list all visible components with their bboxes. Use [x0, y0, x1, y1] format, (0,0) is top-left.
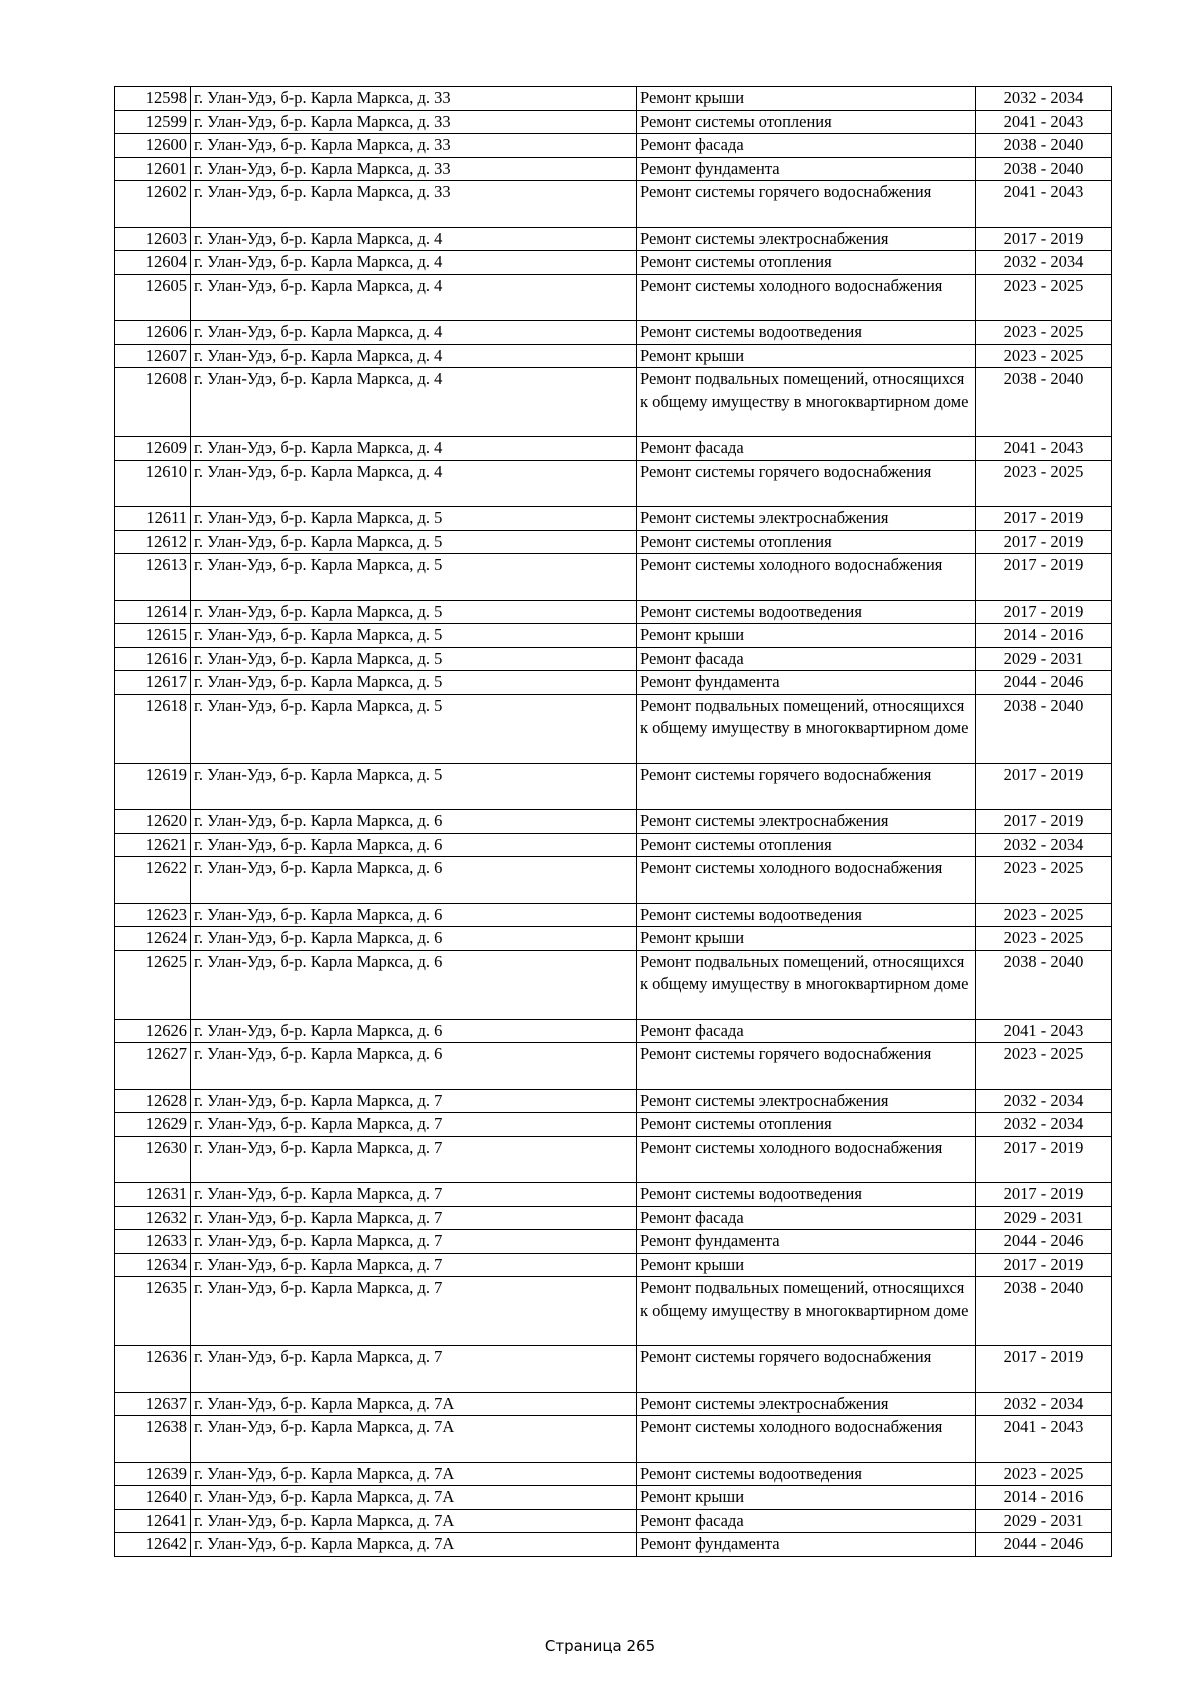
- address-cell: г. Улан-Удэ, б-р. Карла Маркса, д. 6: [191, 833, 637, 857]
- period-cell: 2017 - 2019: [976, 507, 1112, 531]
- work-type-cell: Ремонт системы холодного водоснабжения: [637, 554, 976, 601]
- period-cell: 2023 - 2025: [976, 927, 1112, 951]
- table-row: [115, 694, 1112, 763]
- row-number-cell: 12604: [115, 251, 191, 275]
- table-row: [115, 1533, 1112, 1557]
- address-cell: г. Улан-Удэ, б-р. Карла Маркса, д. 5: [191, 671, 637, 695]
- table-row: [115, 507, 1112, 531]
- period-cell: 2023 - 2025: [976, 857, 1112, 904]
- table-row: [115, 321, 1112, 345]
- work-type-cell: Ремонт системы водоотведения: [637, 321, 976, 345]
- row-number-cell: 12608: [115, 368, 191, 437]
- table-row: [115, 437, 1112, 461]
- table-row: [115, 927, 1112, 951]
- work-type-cell: Ремонт системы горячего водоснабжения: [637, 763, 976, 810]
- work-type-cell: Ремонт системы электроснабжения: [637, 810, 976, 834]
- row-number-cell: 12641: [115, 1509, 191, 1533]
- row-number-cell: 12603: [115, 227, 191, 251]
- work-type-cell: Ремонт подвальных помещений, относящихся к общему имуществу в многоквартирном доме: [637, 694, 976, 763]
- work-type-cell: Ремонт фасада: [637, 647, 976, 671]
- work-type-cell: Ремонт фасада: [637, 1019, 976, 1043]
- work-type-cell: Ремонт фасада: [637, 1509, 976, 1533]
- period-cell: 2029 - 2031: [976, 1206, 1112, 1230]
- period-cell: 2044 - 2046: [976, 671, 1112, 695]
- address-cell: г. Улан-Удэ, б-р. Карла Маркса, д. 7: [191, 1253, 637, 1277]
- row-number-cell: 12610: [115, 460, 191, 507]
- period-cell: 2023 - 2025: [976, 344, 1112, 368]
- table-row: [115, 1230, 1112, 1254]
- table-row: [115, 227, 1112, 251]
- table-row: [115, 1089, 1112, 1113]
- work-type-cell: Ремонт фасада: [637, 437, 976, 461]
- period-cell: 2017 - 2019: [976, 1183, 1112, 1207]
- row-number-cell: 12634: [115, 1253, 191, 1277]
- period-cell: 2032 - 2034: [976, 251, 1112, 275]
- address-cell: г. Улан-Удэ, б-р. Карла Маркса, д. 4: [191, 437, 637, 461]
- work-type-cell: Ремонт крыши: [637, 1253, 976, 1277]
- row-number-cell: 12624: [115, 927, 191, 951]
- address-cell: г. Улан-Удэ, б-р. Карла Маркса, д. 5: [191, 763, 637, 810]
- work-type-cell: Ремонт фундамента: [637, 1533, 976, 1557]
- address-cell: г. Улан-Удэ, б-р. Карла Маркса, д. 7А: [191, 1486, 637, 1510]
- table-row: [115, 1113, 1112, 1137]
- table-row: [115, 530, 1112, 554]
- period-cell: 2032 - 2034: [976, 1089, 1112, 1113]
- period-cell: 2023 - 2025: [976, 274, 1112, 321]
- period-cell: 2017 - 2019: [976, 554, 1112, 601]
- table-row: [115, 110, 1112, 134]
- address-cell: г. Улан-Удэ, б-р. Карла Маркса, д. 5: [191, 507, 637, 531]
- period-cell: 2032 - 2034: [976, 1392, 1112, 1416]
- address-cell: г. Улан-Удэ, б-р. Карла Маркса, д. 33: [191, 134, 637, 158]
- work-type-cell: Ремонт системы отопления: [637, 251, 976, 275]
- address-cell: г. Улан-Удэ, б-р. Карла Маркса, д. 7: [191, 1230, 637, 1254]
- table-row: [115, 274, 1112, 321]
- row-number-cell: 12605: [115, 274, 191, 321]
- period-cell: 2017 - 2019: [976, 530, 1112, 554]
- row-number-cell: 12609: [115, 437, 191, 461]
- work-type-cell: Ремонт системы отопления: [637, 1113, 976, 1137]
- table-row: [115, 554, 1112, 601]
- work-type-cell: Ремонт системы отопления: [637, 530, 976, 554]
- row-number-cell: 12640: [115, 1486, 191, 1510]
- period-cell: 2038 - 2040: [976, 1277, 1112, 1346]
- work-type-cell: Ремонт системы отопления: [637, 110, 976, 134]
- address-cell: г. Улан-Удэ, б-р. Карла Маркса, д. 6: [191, 903, 637, 927]
- table-row: [115, 181, 1112, 228]
- row-number-cell: 12618: [115, 694, 191, 763]
- row-number-cell: 12638: [115, 1416, 191, 1463]
- address-cell: г. Улан-Удэ, б-р. Карла Маркса, д. 6: [191, 927, 637, 951]
- work-type-cell: Ремонт системы водоотведения: [637, 903, 976, 927]
- row-number-cell: 12602: [115, 181, 191, 228]
- work-type-cell: Ремонт системы водоотведения: [637, 1183, 976, 1207]
- address-cell: г. Улан-Удэ, б-р. Карла Маркса, д. 7А: [191, 1533, 637, 1557]
- work-type-cell: Ремонт системы электроснабжения: [637, 1392, 976, 1416]
- address-cell: г. Улан-Удэ, б-р. Карла Маркса, д. 7А: [191, 1509, 637, 1533]
- period-cell: 2014 - 2016: [976, 1486, 1112, 1510]
- work-type-cell: Ремонт системы горячего водоснабжения: [637, 460, 976, 507]
- period-cell: 2038 - 2040: [976, 157, 1112, 181]
- period-cell: 2023 - 2025: [976, 1043, 1112, 1090]
- table-row: [115, 134, 1112, 158]
- period-cell: 2038 - 2040: [976, 694, 1112, 763]
- row-number-cell: 12600: [115, 134, 191, 158]
- table-body: [115, 87, 1112, 1557]
- address-cell: г. Улан-Удэ, б-р. Карла Маркса, д. 7А: [191, 1462, 637, 1486]
- row-number-cell: 12613: [115, 554, 191, 601]
- period-cell: 2038 - 2040: [976, 134, 1112, 158]
- table-row: [115, 624, 1112, 648]
- row-number-cell: 12630: [115, 1136, 191, 1183]
- work-type-cell: Ремонт системы электроснабжения: [637, 507, 976, 531]
- row-number-cell: 12629: [115, 1113, 191, 1137]
- row-number-cell: 12598: [115, 87, 191, 111]
- work-type-cell: Ремонт системы отопления: [637, 833, 976, 857]
- row-number-cell: 12637: [115, 1392, 191, 1416]
- address-cell: г. Улан-Удэ, б-р. Карла Маркса, д. 6: [191, 950, 637, 1019]
- row-number-cell: 12615: [115, 624, 191, 648]
- row-number-cell: 12612: [115, 530, 191, 554]
- period-cell: 2023 - 2025: [976, 903, 1112, 927]
- address-cell: г. Улан-Удэ, б-р. Карла Маркса, д. 5: [191, 554, 637, 601]
- table-row: [115, 1253, 1112, 1277]
- table-row: [115, 810, 1112, 834]
- table-row: [115, 1392, 1112, 1416]
- row-number-cell: 12635: [115, 1277, 191, 1346]
- period-cell: 2038 - 2040: [976, 950, 1112, 1019]
- work-type-cell: Ремонт системы холодного водоснабжения: [637, 1136, 976, 1183]
- period-cell: 2017 - 2019: [976, 763, 1112, 810]
- work-type-cell: Ремонт фундамента: [637, 671, 976, 695]
- work-type-cell: Ремонт системы электроснабжения: [637, 1089, 976, 1113]
- address-cell: г. Улан-Удэ, б-р. Карла Маркса, д. 33: [191, 157, 637, 181]
- work-type-cell: Ремонт системы холодного водоснабжения: [637, 1416, 976, 1463]
- period-cell: 2017 - 2019: [976, 600, 1112, 624]
- table-row: [115, 1509, 1112, 1533]
- period-cell: 2032 - 2034: [976, 833, 1112, 857]
- period-cell: 2038 - 2040: [976, 368, 1112, 437]
- address-cell: г. Улан-Удэ, б-р. Карла Маркса, д. 4: [191, 460, 637, 507]
- address-cell: г. Улан-Удэ, б-р. Карла Маркса, д. 7: [191, 1206, 637, 1230]
- table-row: [115, 1486, 1112, 1510]
- address-cell: г. Улан-Удэ, б-р. Карла Маркса, д. 5: [191, 600, 637, 624]
- table-row: [115, 833, 1112, 857]
- row-number-cell: 12633: [115, 1230, 191, 1254]
- table-row: [115, 671, 1112, 695]
- address-cell: г. Улан-Удэ, б-р. Карла Маркса, д. 4: [191, 251, 637, 275]
- row-number-cell: 12622: [115, 857, 191, 904]
- period-cell: 2029 - 2031: [976, 1509, 1112, 1533]
- work-type-cell: Ремонт системы водоотведения: [637, 1462, 976, 1486]
- row-number-cell: 12639: [115, 1462, 191, 1486]
- work-type-cell: Ремонт системы электроснабжения: [637, 227, 976, 251]
- period-cell: 2017 - 2019: [976, 1346, 1112, 1393]
- row-number-cell: 12642: [115, 1533, 191, 1557]
- address-cell: г. Улан-Удэ, б-р. Карла Маркса, д. 4: [191, 344, 637, 368]
- table-row: [115, 1462, 1112, 1486]
- address-cell: г. Улан-Удэ, б-р. Карла Маркса, д. 7: [191, 1183, 637, 1207]
- work-type-cell: Ремонт системы холодного водоснабжения: [637, 857, 976, 904]
- period-cell: 2041 - 2043: [976, 437, 1112, 461]
- row-number-cell: 12627: [115, 1043, 191, 1090]
- table-row: [115, 1019, 1112, 1043]
- period-cell: 2041 - 2043: [976, 110, 1112, 134]
- row-number-cell: 12636: [115, 1346, 191, 1393]
- period-cell: 2017 - 2019: [976, 810, 1112, 834]
- table-row: [115, 344, 1112, 368]
- work-type-cell: Ремонт крыши: [637, 1486, 976, 1510]
- work-type-cell: Ремонт крыши: [637, 927, 976, 951]
- work-type-cell: Ремонт подвальных помещений, относящихся к общему имуществу в многоквартирном доме: [637, 950, 976, 1019]
- address-cell: г. Улан-Удэ, б-р. Карла Маркса, д. 4: [191, 274, 637, 321]
- table-row: [115, 368, 1112, 437]
- address-cell: г. Улан-Удэ, б-р. Карла Маркса, д. 5: [191, 530, 637, 554]
- row-number-cell: 12632: [115, 1206, 191, 1230]
- row-number-cell: 12607: [115, 344, 191, 368]
- address-cell: г. Улан-Удэ, б-р. Карла Маркса, д. 5: [191, 647, 637, 671]
- address-cell: г. Улан-Удэ, б-р. Карла Маркса, д. 5: [191, 624, 637, 648]
- period-cell: 2017 - 2019: [976, 1253, 1112, 1277]
- work-type-cell: Ремонт фундамента: [637, 157, 976, 181]
- work-type-cell: Ремонт системы водоотведения: [637, 600, 976, 624]
- work-type-cell: Ремонт фундамента: [637, 1230, 976, 1254]
- period-cell: 2044 - 2046: [976, 1230, 1112, 1254]
- row-number-cell: 12620: [115, 810, 191, 834]
- period-cell: 2023 - 2025: [976, 321, 1112, 345]
- row-number-cell: 12631: [115, 1183, 191, 1207]
- address-cell: г. Улан-Удэ, б-р. Карла Маркса, д. 7А: [191, 1416, 637, 1463]
- table-row: [115, 1183, 1112, 1207]
- table-row: [115, 1277, 1112, 1346]
- row-number-cell: 12619: [115, 763, 191, 810]
- address-cell: г. Улан-Удэ, б-р. Карла Маркса, д. 6: [191, 810, 637, 834]
- table-row: [115, 251, 1112, 275]
- row-number-cell: 12626: [115, 1019, 191, 1043]
- table-row: [115, 647, 1112, 671]
- table-row: [115, 1346, 1112, 1393]
- table-row: [115, 460, 1112, 507]
- work-type-cell: Ремонт фасада: [637, 1206, 976, 1230]
- period-cell: 2041 - 2043: [976, 1019, 1112, 1043]
- address-cell: г. Улан-Удэ, б-р. Карла Маркса, д. 6: [191, 857, 637, 904]
- period-cell: 2032 - 2034: [976, 87, 1112, 111]
- row-number-cell: 12617: [115, 671, 191, 695]
- address-cell: г. Улан-Удэ, б-р. Карла Маркса, д. 7: [191, 1089, 637, 1113]
- address-cell: г. Улан-Удэ, б-р. Карла Маркса, д. 33: [191, 87, 637, 111]
- work-type-cell: Ремонт системы горячего водоснабжения: [637, 181, 976, 228]
- table-row: [115, 857, 1112, 904]
- row-number-cell: 12623: [115, 903, 191, 927]
- row-number-cell: 12616: [115, 647, 191, 671]
- table-row: [115, 157, 1112, 181]
- work-type-cell: Ремонт подвальных помещений, относящихся к общему имуществу в многоквартирном доме: [637, 368, 976, 437]
- work-type-cell: Ремонт подвальных помещений, относящихся к общему имуществу в многоквартирном доме: [637, 1277, 976, 1346]
- work-type-cell: Ремонт крыши: [637, 624, 976, 648]
- page-number: Страница 265: [544, 1637, 656, 1655]
- table-row: [115, 1206, 1112, 1230]
- row-number-cell: 12599: [115, 110, 191, 134]
- address-cell: г. Улан-Удэ, б-р. Карла Маркса, д. 4: [191, 368, 637, 437]
- work-type-cell: Ремонт крыши: [637, 87, 976, 111]
- period-cell: 2023 - 2025: [976, 460, 1112, 507]
- row-number-cell: 12601: [115, 157, 191, 181]
- row-number-cell: 12628: [115, 1089, 191, 1113]
- address-cell: г. Улан-Удэ, б-р. Карла Маркса, д. 4: [191, 321, 637, 345]
- address-cell: г. Улан-Удэ, б-р. Карла Маркса, д. 5: [191, 694, 637, 763]
- repair-schedule-table: [114, 86, 1112, 1557]
- row-number-cell: 12625: [115, 950, 191, 1019]
- period-cell: 2041 - 2043: [976, 1416, 1112, 1463]
- period-cell: 2041 - 2043: [976, 181, 1112, 228]
- work-type-cell: Ремонт системы горячего водоснабжения: [637, 1043, 976, 1090]
- period-cell: 2014 - 2016: [976, 624, 1112, 648]
- address-cell: г. Улан-Удэ, б-р. Карла Маркса, д. 33: [191, 181, 637, 228]
- address-cell: г. Улан-Удэ, б-р. Карла Маркса, д. 6: [191, 1019, 637, 1043]
- period-cell: 2017 - 2019: [976, 1136, 1112, 1183]
- table-row: [115, 600, 1112, 624]
- address-cell: г. Улан-Удэ, б-р. Карла Маркса, д. 7: [191, 1113, 637, 1137]
- table-row: [115, 1136, 1112, 1183]
- table-row: [115, 950, 1112, 1019]
- table-row: [115, 763, 1112, 810]
- row-number-cell: 12621: [115, 833, 191, 857]
- row-number-cell: 12614: [115, 600, 191, 624]
- table-row: [115, 87, 1112, 111]
- period-cell: 2023 - 2025: [976, 1462, 1112, 1486]
- address-cell: г. Улан-Удэ, б-р. Карла Маркса, д. 7А: [191, 1392, 637, 1416]
- table-row: [115, 903, 1112, 927]
- work-type-cell: Ремонт крыши: [637, 344, 976, 368]
- row-number-cell: 12606: [115, 321, 191, 345]
- work-type-cell: Ремонт системы холодного водоснабжения: [637, 274, 976, 321]
- work-type-cell: Ремонт системы горячего водоснабжения: [637, 1346, 976, 1393]
- address-cell: г. Улан-Удэ, б-р. Карла Маркса, д. 7: [191, 1346, 637, 1393]
- address-cell: г. Улан-Удэ, б-р. Карла Маркса, д. 33: [191, 110, 637, 134]
- row-number-cell: 12611: [115, 507, 191, 531]
- period-cell: 2029 - 2031: [976, 647, 1112, 671]
- period-cell: 2032 - 2034: [976, 1113, 1112, 1137]
- work-type-cell: Ремонт фасада: [637, 134, 976, 158]
- address-cell: г. Улан-Удэ, б-р. Карла Маркса, д. 6: [191, 1043, 637, 1090]
- period-cell: 2017 - 2019: [976, 227, 1112, 251]
- period-cell: 2044 - 2046: [976, 1533, 1112, 1557]
- table-row: [115, 1043, 1112, 1090]
- address-cell: г. Улан-Удэ, б-р. Карла Маркса, д. 7: [191, 1277, 637, 1346]
- address-cell: г. Улан-Удэ, б-р. Карла Маркса, д. 7: [191, 1136, 637, 1183]
- table-row: [115, 1416, 1112, 1463]
- address-cell: г. Улан-Удэ, б-р. Карла Маркса, д. 4: [191, 227, 637, 251]
